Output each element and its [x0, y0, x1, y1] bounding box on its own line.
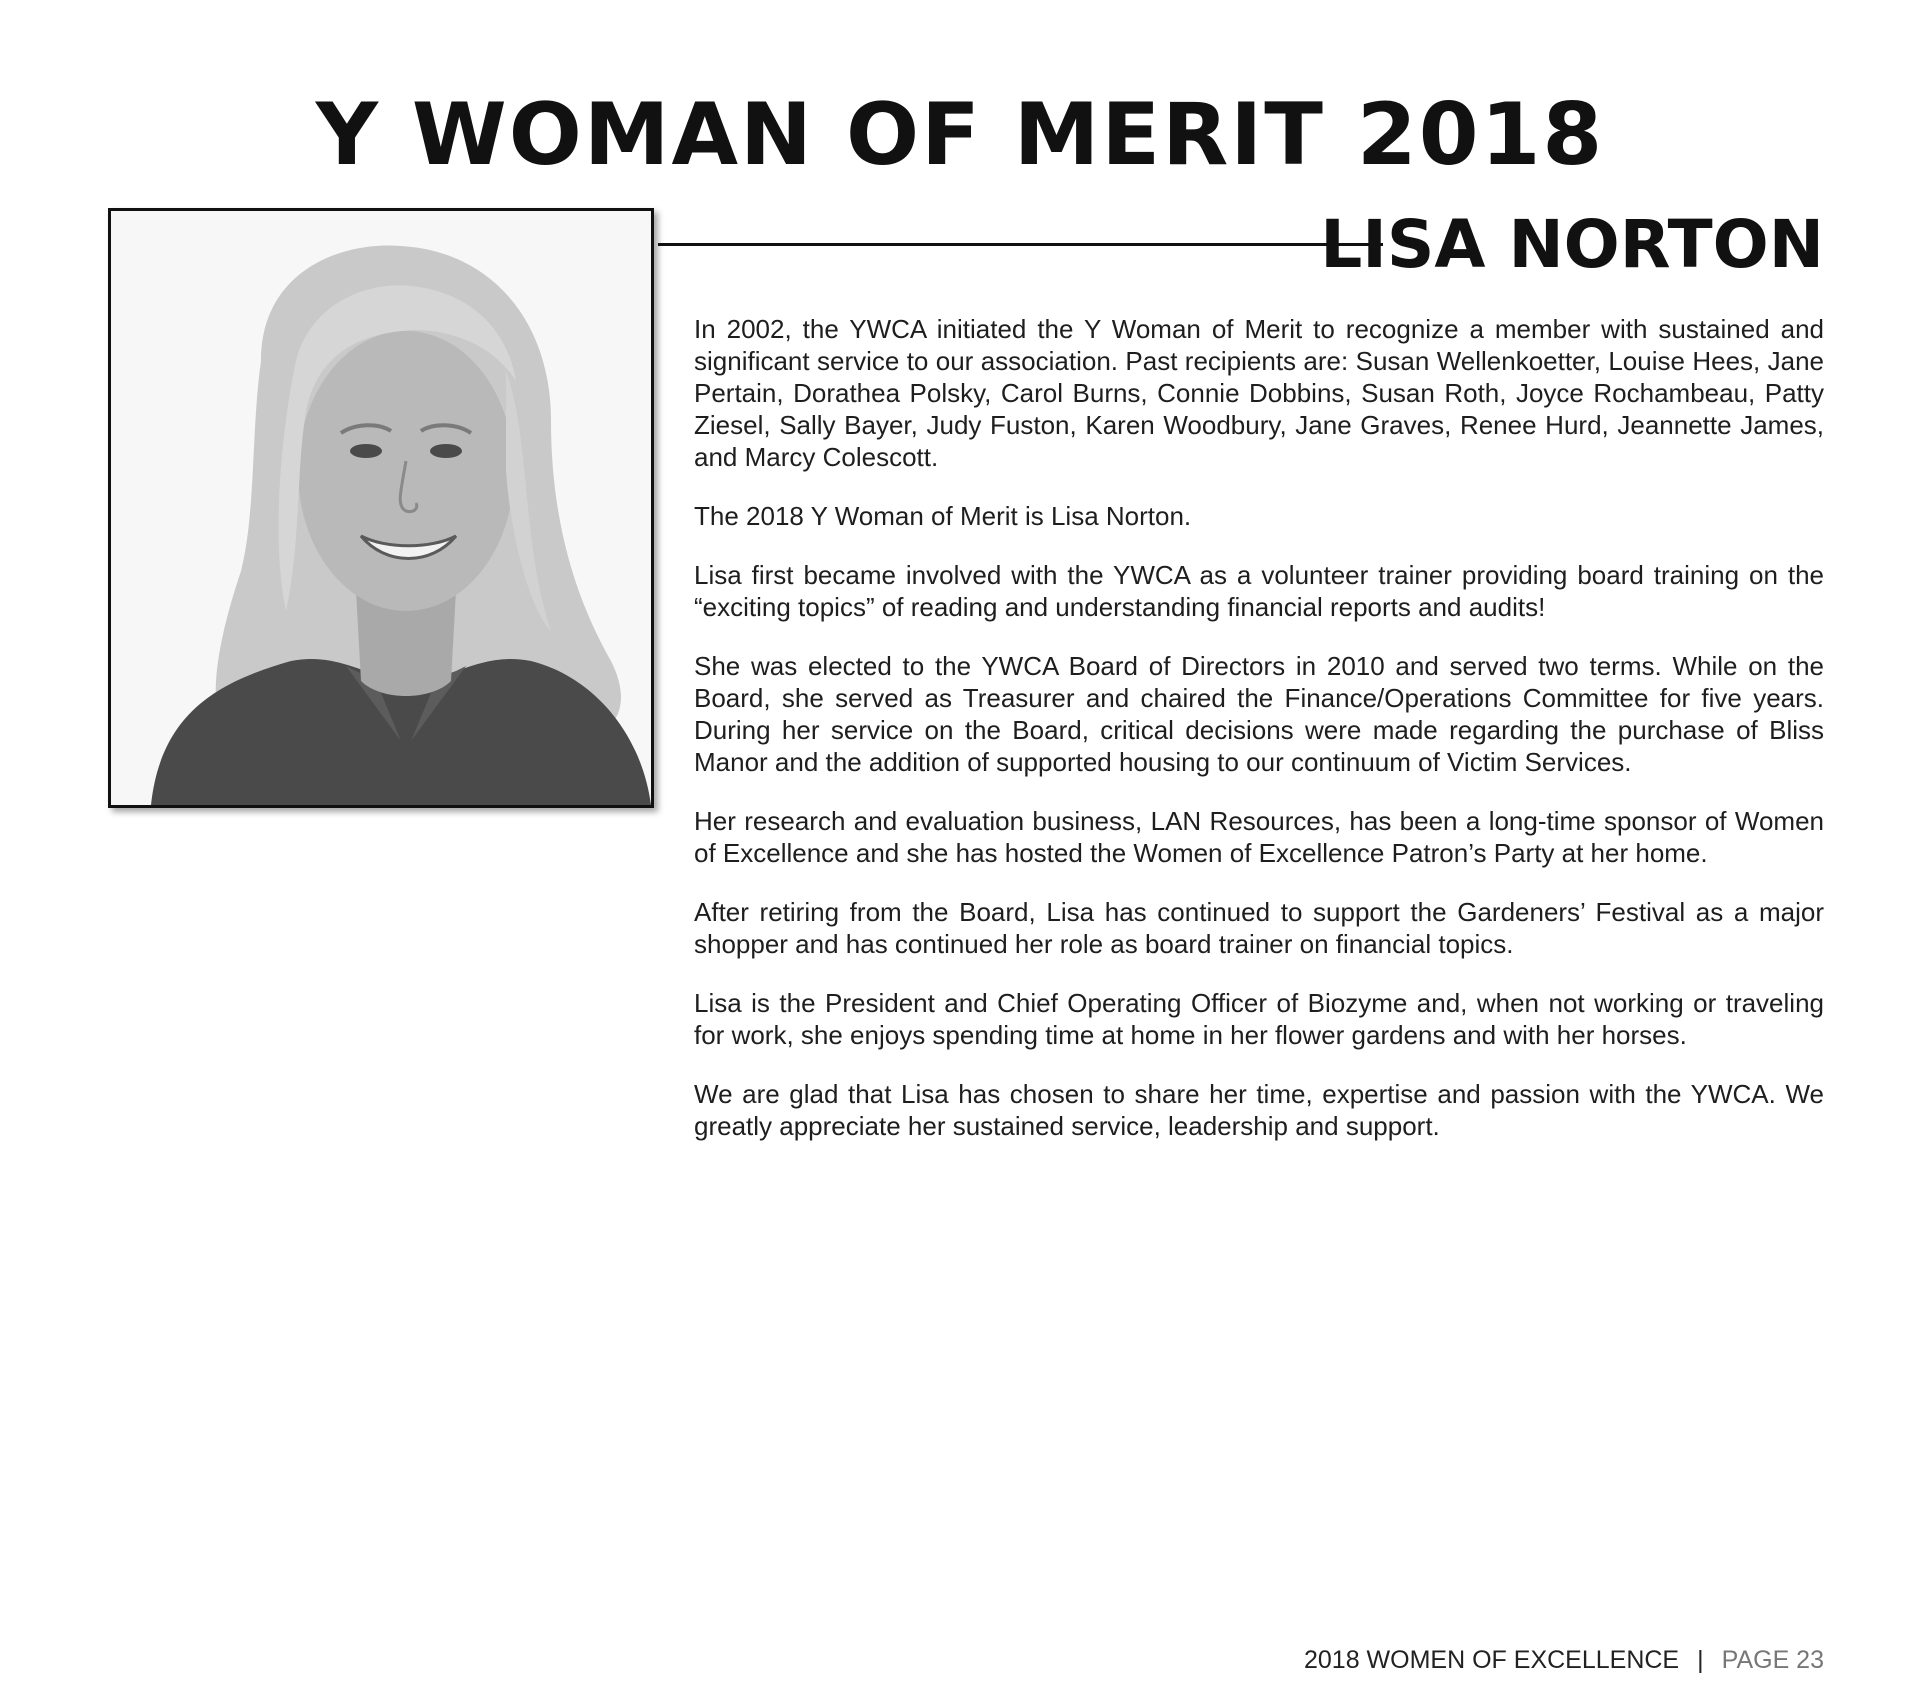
- paragraph: She was elected to the YWCA Board of Directors in 2010 and served two terms. While on the Board, she served as Treasurer and chaired the Finance/Operations Committee for five years. During her service on the Board, critical decisions were made regarding the purchase of Bliss Manor and the addition of supported housing to our continuum of Victim Services.: [694, 651, 1824, 777]
- paragraph: The 2018 Y Woman of Merit is Lisa Norton.: [694, 501, 1192, 531]
- paragraph: Her research and evaluation business, LAN Resources, has been a long-time sponsor of Women of Excellence and she has hosted the Women of Excellence Patron’s Party at her home.: [694, 806, 1824, 868]
- honoree-name: LISA NORTON: [1320, 206, 1824, 283]
- page-footer: [1304, 1648, 1824, 1673]
- article-body: [694, 313, 1824, 1169]
- page-title: Y WOMAN OF MERIT 2018: [315, 85, 1605, 185]
- portrait-photo: [108, 208, 654, 808]
- paragraph: After retiring from the Board, Lisa has continued to support the Gardeners’ Festival as a major shopper and has continued her role as board trainer on financial topics.: [694, 897, 1824, 959]
- footer-separator: |: [1697, 1646, 1704, 1674]
- paragraph: In 2002, the YWCA initiated the Y Woman of Merit to recognize a member with sustained and significant service to our association. Past recipients are: Susan Wellenkoetter, Louise Hees, Jane Pertain, Dorathea Polsky, Carol Burns, Connie Dobbins, Susan Roth, Joyce Rochambeau, Patty Ziesel, Sally Bayer, Judy Fuston, Karen Woodbury, Jane Graves, Renee Hurd, Jeannette James, and Marcy Colescott.: [694, 314, 1824, 472]
- paragraph: Lisa first became involved with the YWCA as a volunteer trainer providing board training on the “exciting topics” of reading and understanding financial reports and audits!: [694, 560, 1824, 622]
- footer-publication: 2018 WOMEN OF EXCELLENCE: [1304, 1646, 1680, 1674]
- portrait-illustration: [111, 211, 651, 805]
- name-divider-line: [658, 243, 1383, 246]
- paragraph: We are glad that Lisa has chosen to share her time, expertise and passion with the YWCA. We greatly appreciate her sustained service, leadership and support.: [694, 1079, 1824, 1141]
- footer-page-number: PAGE 23: [1721, 1646, 1824, 1674]
- paragraph: Lisa is the President and Chief Operating Officer of Biozyme and, when not working or traveling for work, she enjoys spending time at home in her flower gardens and with her horses.: [694, 988, 1824, 1050]
